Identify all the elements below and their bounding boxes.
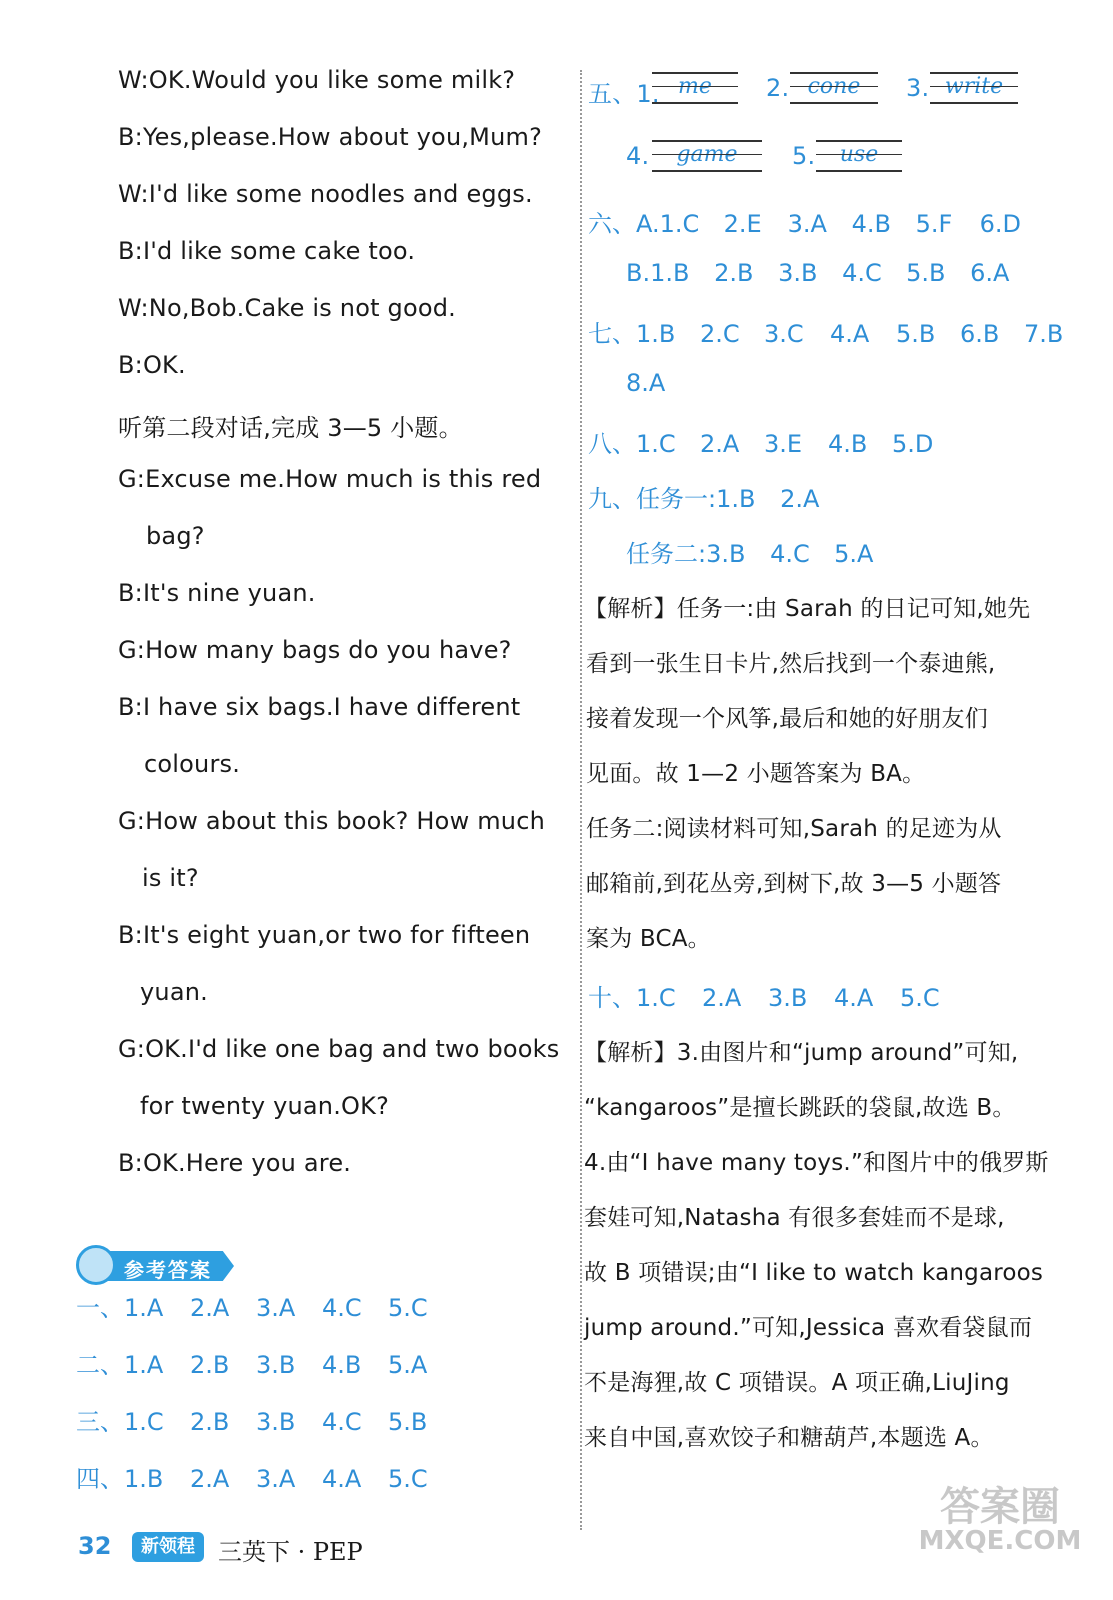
- answer-blank: game: [652, 140, 762, 172]
- analysis-line: jump around.”可知,Jessica 喜欢看袋鼠而: [584, 1315, 1033, 1341]
- answer-item: 5.D: [892, 430, 934, 458]
- dialogue-line: B:It's nine yuan.: [118, 579, 316, 607]
- answer-prefix: 六、A.: [588, 210, 660, 238]
- answer-prefix: 八、: [588, 430, 636, 458]
- answer-blank: cone: [790, 72, 878, 104]
- answer-item: 3.A: [256, 1465, 296, 1493]
- dialogue-line: is it?: [142, 864, 199, 892]
- section-prefix: [588, 74, 660, 109]
- dialogue-line: B:OK.Here you are.: [118, 1149, 352, 1177]
- dialogue-line: B:Yes,please.How about you,Mum?: [118, 123, 543, 151]
- answer-item: 8.A: [626, 369, 666, 397]
- answer-item: 5.A: [388, 1351, 428, 1379]
- answer-item: 1.B: [716, 485, 756, 513]
- answer-row: [626, 259, 1009, 287]
- dialogue-line: B:It's eight yuan,or two for fifteen: [118, 921, 531, 949]
- dialogue-line: G:Excuse me.How much is this red: [118, 465, 542, 493]
- analysis-line: 故 B 项错误;由“I like to watch kangaroos: [584, 1260, 1044, 1286]
- dialogue-line: W:OK.Would you like some milk?: [118, 66, 516, 94]
- answer-row: [76, 1402, 427, 1437]
- dialogue-line: G:How many bags do you have?: [118, 636, 512, 664]
- watermark-bottom: MXQE.COM: [918, 1526, 1082, 1556]
- answer-item: 3.B: [256, 1351, 296, 1379]
- answer-item: 1.C: [636, 984, 676, 1012]
- blank-number: 2.: [766, 74, 790, 102]
- answer-item: 2.E: [723, 210, 762, 238]
- answer-item: 2.A: [702, 984, 742, 1012]
- page-number: 32: [78, 1532, 112, 1560]
- answer-item: 5.A: [834, 540, 874, 568]
- answer-item: 3.B: [706, 540, 746, 568]
- dialogue-instruction: 听第二段对话,完成 3—5 小题。: [118, 414, 463, 442]
- answer-item: 3.A: [256, 1294, 296, 1322]
- answer-item: 3.E: [764, 430, 803, 458]
- answer-item: 4.B: [828, 430, 868, 458]
- analysis-line: 接着发现一个风筝,最后和她的好朋友们: [586, 706, 988, 732]
- answer-item: 4.B: [322, 1351, 362, 1379]
- answer-item: 5.B: [906, 259, 946, 287]
- answer-row: [588, 978, 940, 1013]
- dialogue-line: B:I'd like some cake too.: [118, 237, 416, 265]
- answer-row: [588, 204, 1021, 239]
- answer-item: 3.B: [256, 1408, 296, 1436]
- banner-label: 参考答案: [124, 1258, 212, 1282]
- blank-number: 1.: [636, 80, 660, 108]
- dialogue-line: bag?: [146, 522, 205, 550]
- dialogue-line: W:I'd like some noodles and eggs.: [118, 180, 533, 208]
- column-divider: [580, 70, 582, 1530]
- analysis-line: 案为 BCA。: [586, 926, 711, 952]
- answer-row: [626, 534, 873, 569]
- answer-prefix: 七、: [588, 320, 636, 348]
- answer-item: 1.A: [124, 1351, 164, 1379]
- answer-row: [588, 424, 933, 459]
- answer-prefix: 二、: [76, 1351, 124, 1379]
- answer-row: [626, 369, 665, 397]
- answer-blank: write: [930, 72, 1018, 104]
- answer-key-banner: [76, 1245, 246, 1289]
- answer-item: 1.A: [124, 1294, 164, 1322]
- answer-item: 6.A: [970, 259, 1010, 287]
- dialogue-line: G:How about this book? How much: [118, 807, 546, 835]
- blank-number: 4.: [626, 142, 650, 170]
- answer-prefix: 三、: [76, 1408, 124, 1436]
- answer-item: 6.D: [979, 210, 1022, 238]
- analysis-line: 套娃可知,Natasha 有很多套娃而不是球,: [584, 1205, 1005, 1231]
- answer-item: 3.A: [787, 210, 827, 238]
- answer-item: 2.A: [190, 1294, 230, 1322]
- watermark-top: 答案圈: [940, 1484, 1060, 1530]
- answer-prefix: B.: [626, 259, 651, 287]
- answer-prefix: 任务二:: [626, 540, 707, 568]
- dialogue-line: yuan.: [140, 978, 208, 1006]
- answer-item: 1.C: [659, 210, 700, 238]
- blank-number: 5.: [792, 142, 816, 170]
- dialogue-line: colours.: [144, 750, 241, 778]
- answer-item: 4.A: [830, 320, 870, 348]
- answer-item: 1.C: [124, 1408, 164, 1436]
- analysis-line: 看到一张生日卡片,然后找到一个泰迪熊,: [586, 651, 996, 677]
- dialogue-line: B:I have six bags.I have different: [118, 693, 521, 721]
- answer-item: 6.B: [960, 320, 1000, 348]
- dialogue-line: W:No,Bob.Cake is not good.: [118, 294, 456, 322]
- dialogue-line: for twenty yuan.OK?: [140, 1092, 390, 1120]
- analysis-line: “kangaroos”是擅长跳跃的袋鼠,故选 B。: [584, 1095, 1016, 1121]
- answer-item: 2.A: [190, 1465, 230, 1493]
- analysis-line: 任务二:阅读材料可知,Sarah 的足迹为从: [586, 816, 1002, 842]
- answer-blank: use: [816, 140, 902, 172]
- answer-item: 5.C: [388, 1465, 428, 1493]
- answer-item: 4.C: [842, 259, 882, 287]
- answer-prefix: 十、: [588, 984, 636, 1012]
- answer-item: 5.F: [915, 210, 953, 238]
- prefix-text: 五、: [588, 80, 637, 108]
- analysis-line: 见面。故 1—2 小题答案为 BA。: [586, 761, 926, 787]
- dialogue-line: B:OK.: [118, 351, 186, 379]
- answer-item: 2.B: [714, 259, 754, 287]
- answer-item: 4.B: [851, 210, 891, 238]
- answer-item: 4.C: [770, 540, 810, 568]
- answer-item: 2.B: [190, 1351, 230, 1379]
- banner-icon: [76, 1245, 116, 1285]
- answer-prefix: 九、任务一:: [588, 485, 717, 513]
- answer-item: 1.B: [124, 1465, 164, 1493]
- answer-item: 2.A: [700, 430, 740, 458]
- answer-item: 2.A: [780, 485, 820, 513]
- answer-prefix: 一、: [76, 1294, 124, 1322]
- answer-row: [76, 1345, 427, 1380]
- dialogue-line: G:OK.I'd like one bag and two books: [118, 1035, 560, 1063]
- blank-number: 3.: [906, 74, 930, 102]
- answer-item: 2.B: [190, 1408, 230, 1436]
- analysis-line: 来自中国,喜欢饺子和糖葫芦,本题选 A。: [584, 1425, 994, 1451]
- analysis-line: 【解析】3.由图片和“jump around”可知,: [584, 1040, 1019, 1066]
- answer-item: 4.A: [322, 1465, 362, 1493]
- analysis-line: 邮箱前,到花丛旁,到树下,故 3—5 小题答: [586, 871, 1002, 897]
- answer-item: 7.B: [1024, 320, 1064, 348]
- answer-row: [588, 314, 1063, 349]
- answer-row: [588, 479, 819, 514]
- answer-item: 4.C: [322, 1294, 362, 1322]
- answer-item: 3.B: [768, 984, 808, 1012]
- answer-item: 3.C: [764, 320, 804, 348]
- answer-item: 3.B: [778, 259, 818, 287]
- answer-item: 5.B: [388, 1408, 428, 1436]
- answer-item: 4.A: [834, 984, 874, 1012]
- analysis-line: 不是海狸,故 C 项错误。A 项正确,LiuJing: [584, 1370, 1010, 1396]
- answer-item: 5.C: [388, 1294, 428, 1322]
- watermark-logo: [900, 1484, 1100, 1600]
- answer-item: 5.B: [896, 320, 936, 348]
- footer-book-label: 三英下 · PEP: [218, 1538, 363, 1566]
- answer-blank: me: [652, 72, 738, 104]
- answer-item: 4.C: [322, 1408, 362, 1436]
- answer-item: 2.C: [700, 320, 740, 348]
- answer-item: 1.C: [636, 430, 676, 458]
- answer-row: [76, 1288, 428, 1323]
- answer-item: 1.B: [650, 259, 690, 287]
- answer-row: [76, 1459, 428, 1494]
- answer-prefix: 四、: [76, 1465, 124, 1493]
- answer-item: 5.C: [900, 984, 940, 1012]
- answer-item: 1.B: [636, 320, 676, 348]
- brand-badge: 新领程: [132, 1532, 204, 1562]
- analysis-line: 4.由“I have many toys.”和图片中的俄罗斯: [584, 1150, 1049, 1176]
- analysis-line: 【解析】任务一:由 Sarah 的日记可知,她先: [584, 596, 1031, 622]
